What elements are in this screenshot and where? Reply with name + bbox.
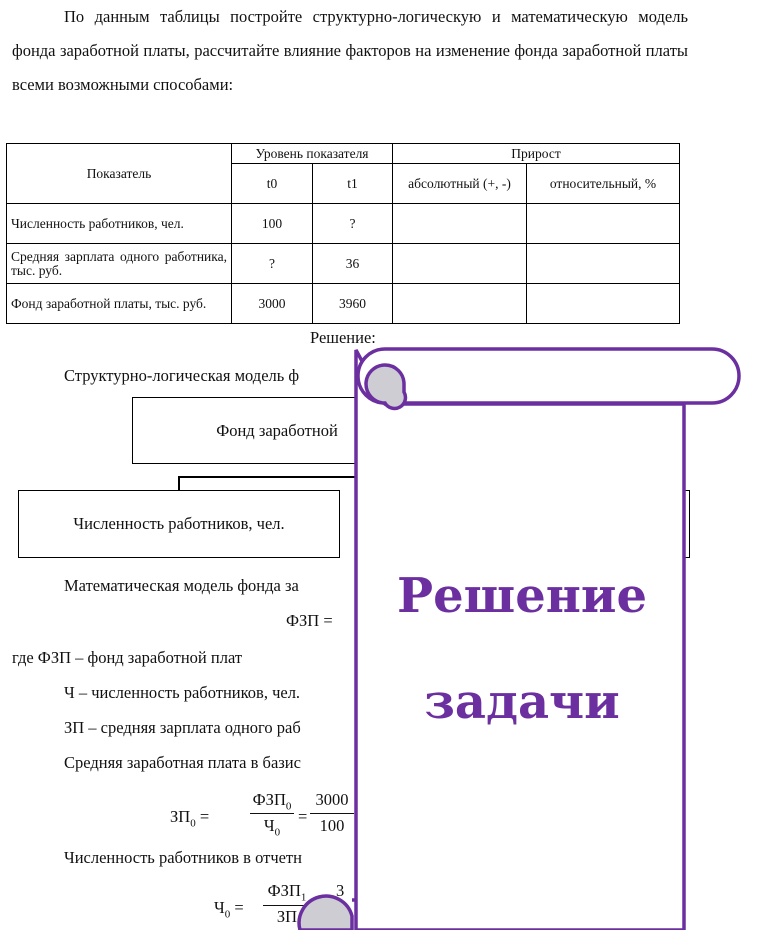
avg-salary-text: Средняя заработная плата в базис — [64, 753, 301, 772]
banner-line2: задачи — [424, 674, 620, 730]
where-ch: Ч – численность работников, чел. — [64, 683, 301, 702]
header-absolute: абсолютный (+, -) — [393, 164, 527, 204]
formula2-lhs: $Ч_0$ = — [214, 898, 244, 921]
model-box-left-label: Численность работников, чел. — [73, 514, 285, 533]
formula1-lhs: $ЗП_0$ = — [170, 807, 210, 830]
f1-den-sub: 0 — [274, 826, 281, 839]
f1-den: Ч — [263, 816, 275, 835]
header-indicator: Показатель — [7, 144, 232, 204]
where-zp: ЗП – средняя зарплата одного раб — [64, 718, 301, 737]
task-paragraph: По данным таблицы постройте структурно-логическую и математическую модель фонда заработной платы, рассчитайте влияние факторов на изменение фонда заработной платы всеми возможными способами: — [12, 7, 688, 94]
header-t0: t0 — [232, 164, 313, 204]
f1-equals: = — [298, 807, 308, 826]
solution-title: Решение: — [310, 328, 376, 347]
row-t1: ? — [313, 204, 393, 244]
scroll-curl-bottom — [299, 896, 352, 930]
f1-num: ФЗП — [252, 790, 286, 809]
row-name: Средняя зарплата одного работника, тыс. руб. — [7, 244, 232, 284]
row-t0: ? — [232, 244, 313, 284]
f2-denominator: ЗП — [276, 907, 298, 926]
model-box-top-label: Фонд заработной — [216, 420, 338, 440]
row-name: Фонд заработной платы, тыс. руб. — [7, 284, 232, 324]
f2-num2: 3 — [336, 881, 345, 900]
struct-model-text: Структурно-логическая модель ф — [64, 366, 300, 385]
f1-num-sub: 0 — [285, 800, 292, 813]
header-t1: t1 — [313, 164, 393, 204]
f2-lhs-sub: 0 — [224, 908, 231, 921]
f1-num2: 3000 — [315, 790, 349, 809]
formula-fzp: ФЗП = — [286, 611, 333, 630]
scroll-body — [356, 350, 684, 930]
f2-num: ФЗП — [267, 881, 301, 900]
banner-line1: Решение — [396, 568, 648, 624]
row-name: Численность работников, чел. — [7, 204, 232, 244]
f2-num-sub: 1 — [300, 891, 307, 904]
workers-reporting-text: Численность работников в отчетн — [64, 848, 302, 867]
f1-den2: 100 — [319, 816, 345, 835]
header-growth: Прирост — [393, 144, 680, 164]
f1-lhs-sub: 0 — [190, 817, 196, 830]
header-level: Уровень показателя — [232, 144, 393, 164]
row-t0: 100 — [232, 204, 313, 244]
row-t1: 36 — [313, 244, 393, 284]
header-relative: относительный, % — [527, 164, 680, 204]
row-t1: 3960 — [313, 284, 393, 324]
row-t0: 3000 — [232, 284, 313, 324]
f1-lhs: ЗП — [170, 807, 191, 826]
f2-lhs: Ч — [214, 898, 225, 917]
math-model-text: Математическая модель фонда за — [64, 576, 299, 595]
scroll-top-roll — [358, 349, 739, 403]
where-fzp: где ФЗП – фонд заработной плат — [12, 648, 243, 667]
